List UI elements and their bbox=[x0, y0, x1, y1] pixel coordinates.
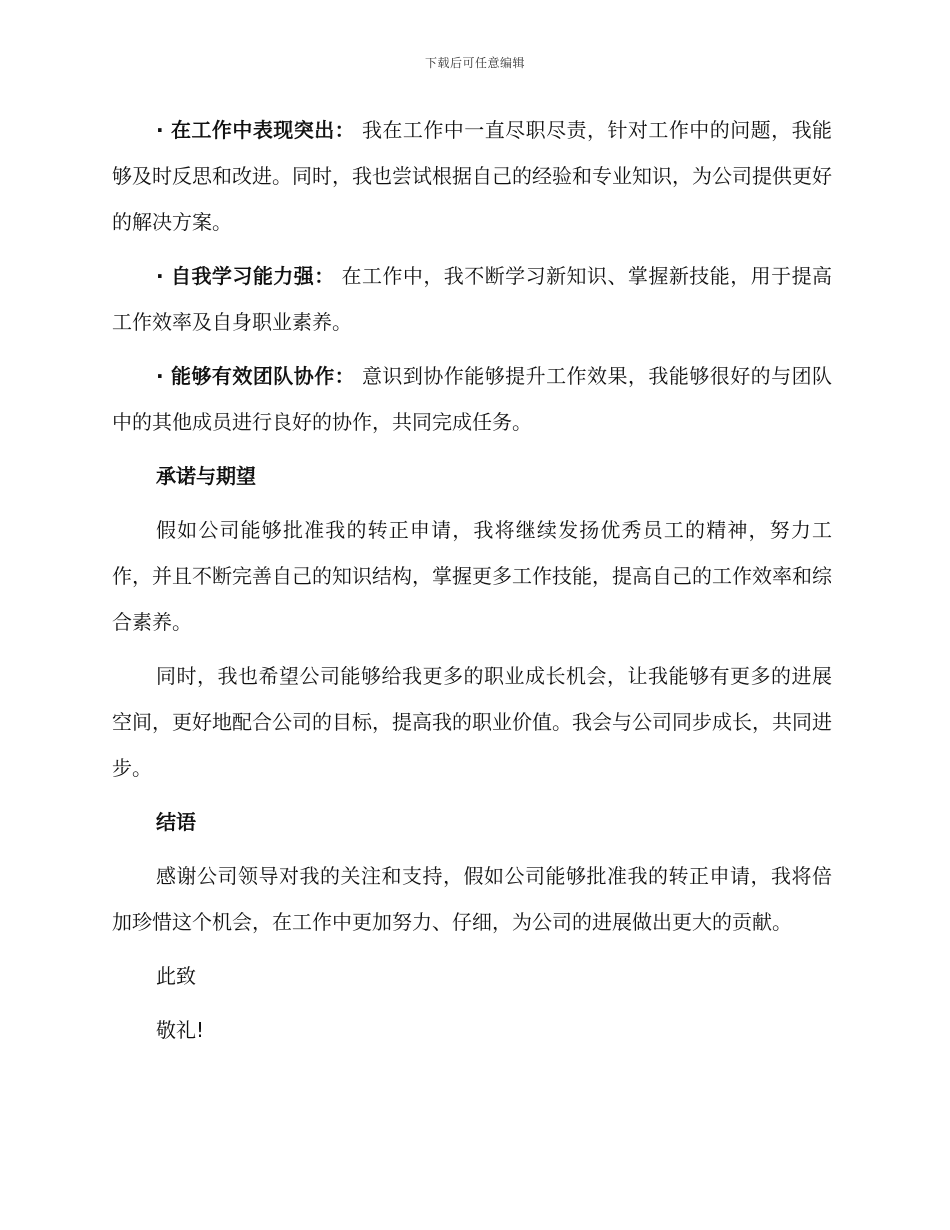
bullet-item bbox=[112, 353, 832, 445]
bullet-item bbox=[112, 253, 832, 345]
bullet-text: 在工作中，我不断学习新知识、掌握新技能，用于提高工作效率及自身职业素养。 bbox=[112, 264, 833, 334]
section-heading-commitment: 承诺与期望 bbox=[156, 464, 256, 488]
sign-off-greeting: 此致 bbox=[156, 964, 196, 988]
section-heading-closing: 结语 bbox=[156, 810, 196, 834]
bullet-text: 意识到协作能够提升工作效果，我能够很好的与团队中的其他成员进行良好的协作，共同完成任务。 bbox=[112, 364, 833, 434]
sign-off-salute: 敬礼! bbox=[156, 1018, 205, 1042]
commitment-paragraph: 假如公司能够批准我的转正申请，我将继续发扬优秀员工的精神，努力工作，并且不断完善自己的知识结构，掌握更多工作技能，提高自己的工作效率和综合素养。 bbox=[112, 518, 832, 634]
bullet-text: 我在工作中一直尽职尽责，针对工作中的问题，我能够及时反思和改进。同时，我也尝试根据自己的经验和专业知识，为公司提供更好的解决方案。 bbox=[112, 118, 833, 234]
page-header: 下载后可任意编辑 bbox=[424, 56, 525, 70]
commitment-paragraph: 同时，我也希望公司能够给我更多的职业成长机会，让我能够有更多的进展空间，更好地配合公司的目标，提高我的职业价值。我会与公司同步成长，共同进步。 bbox=[112, 664, 832, 780]
bullet-title: · 能够有效团队协作： bbox=[156, 364, 356, 388]
bullet-item bbox=[112, 107, 832, 245]
bullet-title: · 自我学习能力强： bbox=[156, 264, 335, 288]
document-body bbox=[112, 107, 832, 1061]
bullet-title: · 在工作中表现突出： bbox=[156, 118, 356, 142]
closing-paragraph: 感谢公司领导对我的关注和支持，假如公司能够批准我的转正申请，我将倍加珍惜这个机会，在工作中更加努力、仔细，为公司的进展做出更大的贡献。 bbox=[112, 864, 832, 934]
